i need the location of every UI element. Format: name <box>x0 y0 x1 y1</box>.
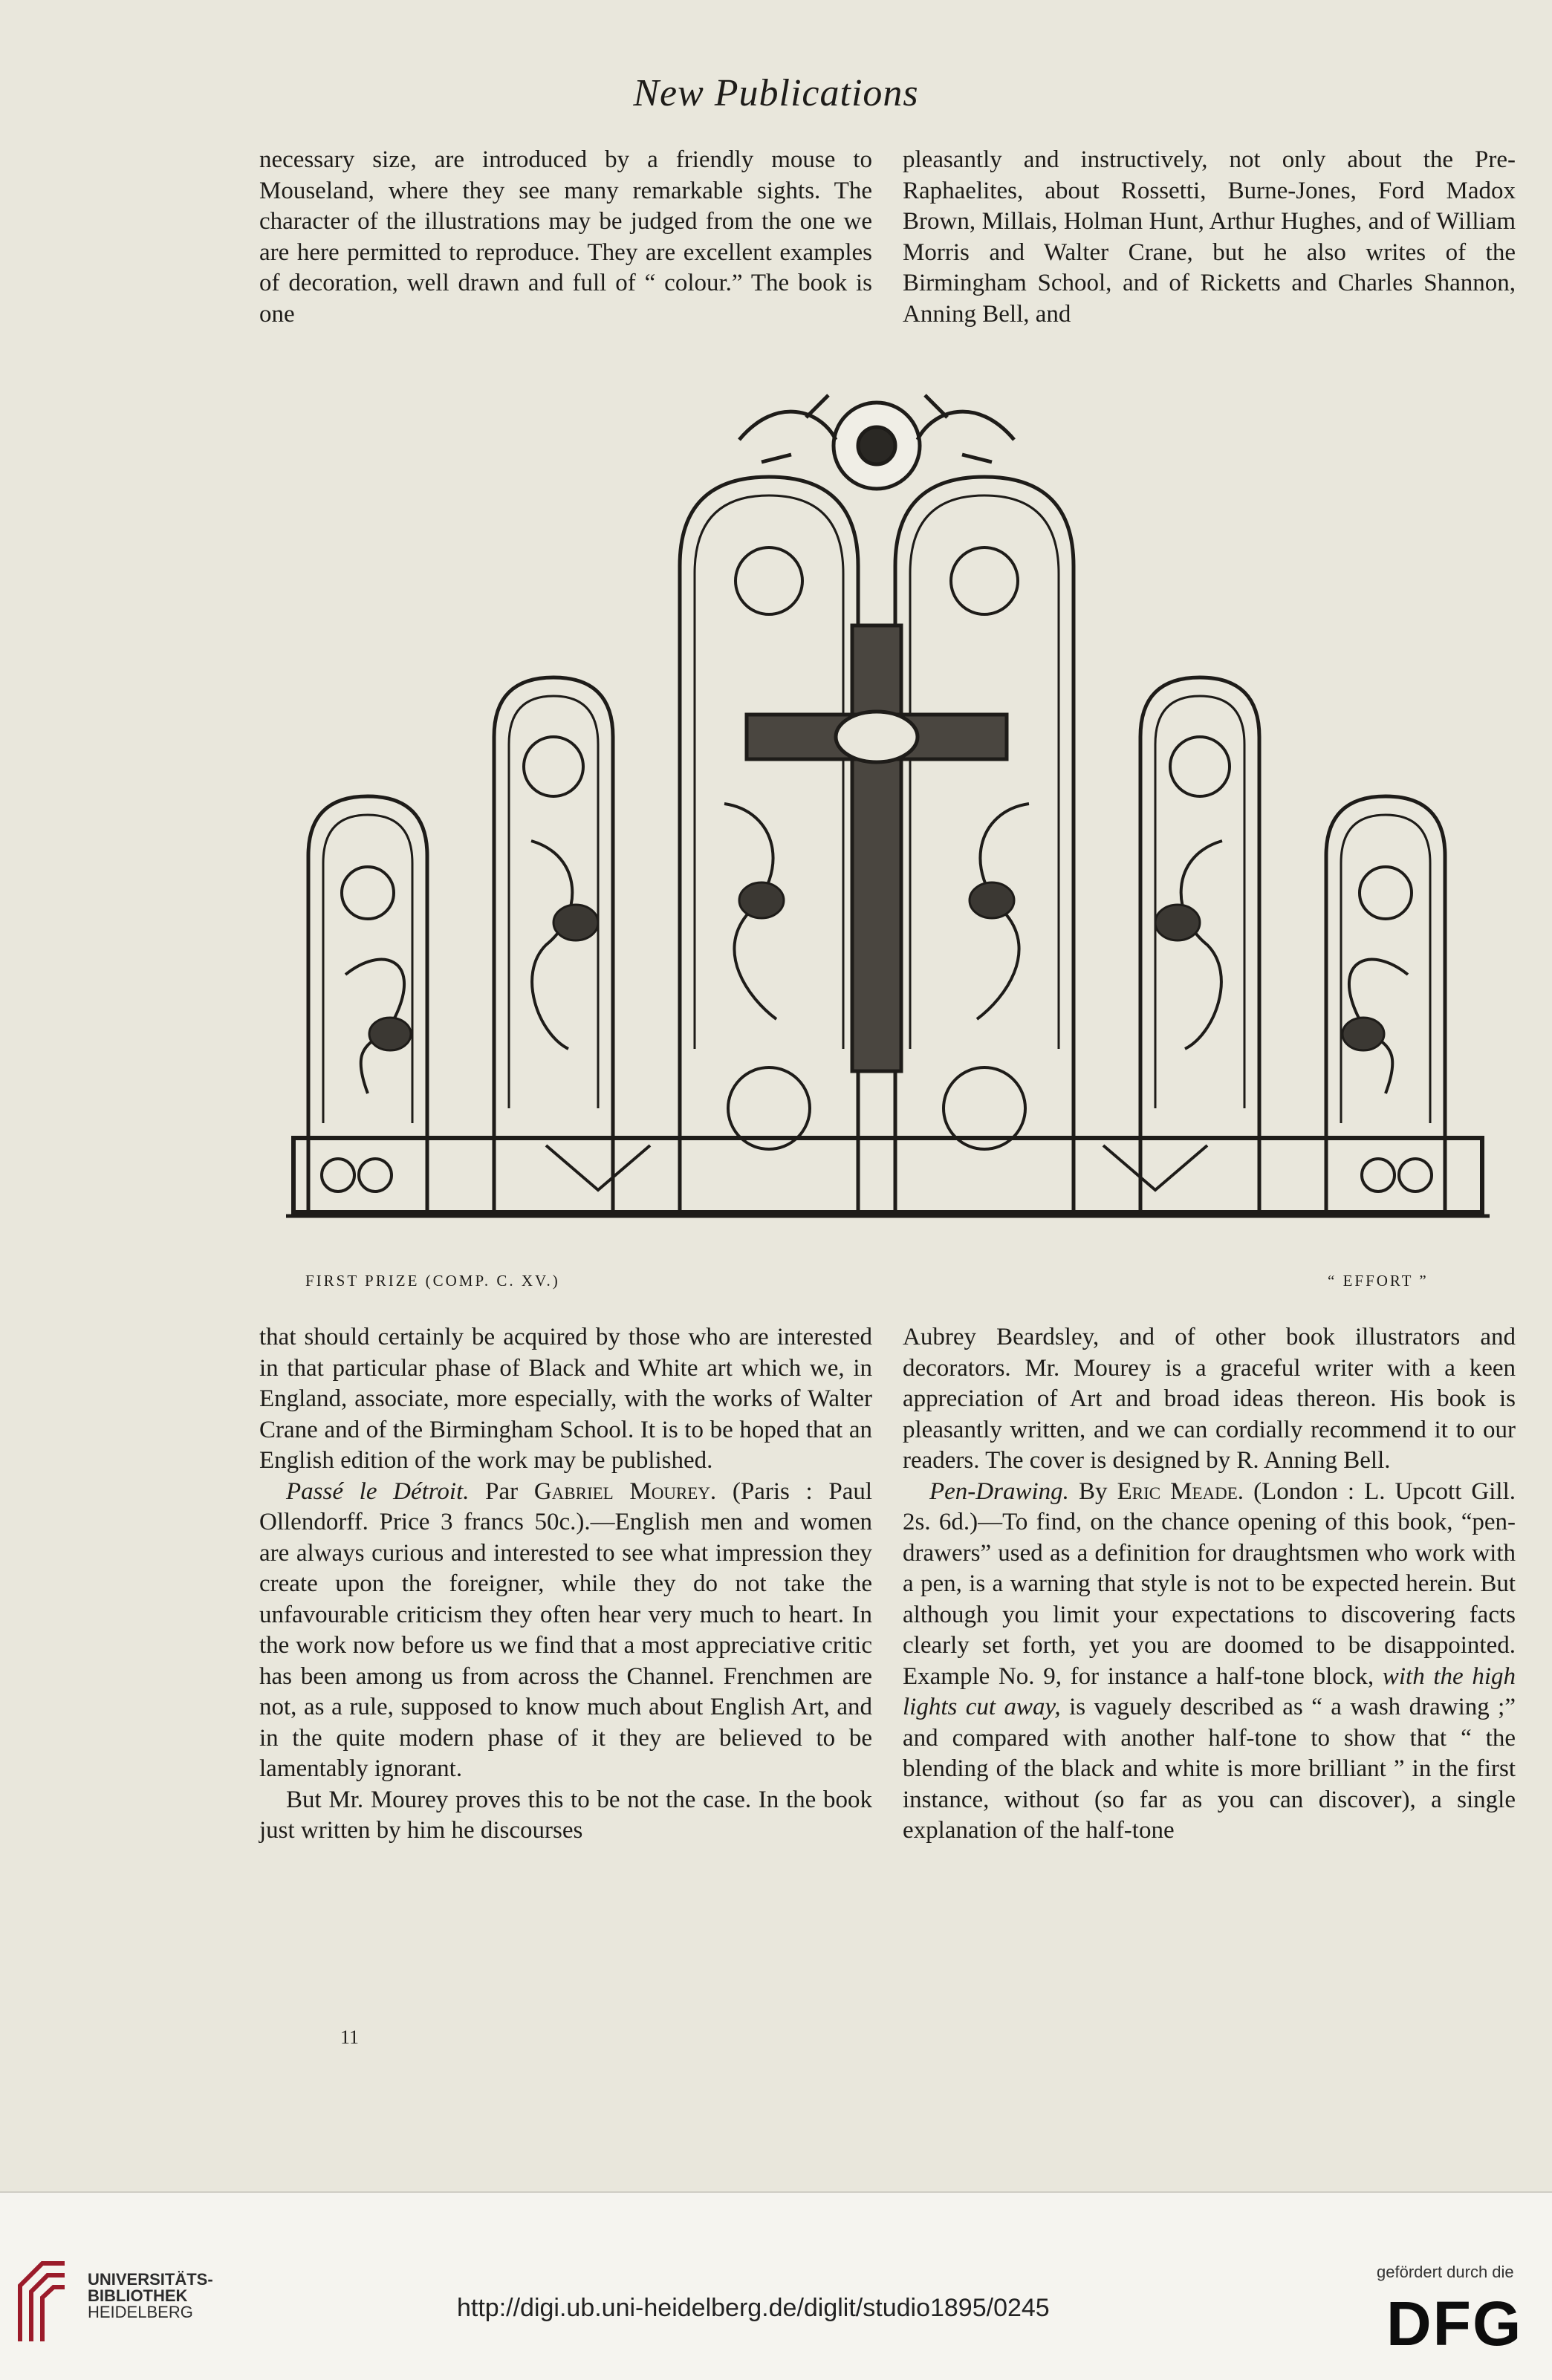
figure-caption-left: FIRST PRIZE (COMP. C. XV.) <box>305 1272 560 1290</box>
signature-mark: 11 <box>340 2026 360 2048</box>
library-logo-icon <box>16 2256 68 2345</box>
preposition: By <box>1078 1477 1108 1505</box>
book-title: Passé le Détroit. <box>286 1477 470 1505</box>
italic-phrase: with the high lights cut away, <box>903 1662 1516 1720</box>
author-name: Gabriel Mourey. <box>533 1477 717 1505</box>
paragraph: But Mr. Mourey proves this to be not the case. In the book just written by him he discourses <box>259 1786 872 1844</box>
book-title: Pen-Drawing. <box>929 1477 1069 1505</box>
library-name <box>88 2272 213 2321</box>
running-head: New Publications <box>633 72 919 114</box>
dfg-logo: DFG <box>1386 2289 1523 2358</box>
figure-caption-right: “ EFFORT ” <box>1328 1272 1429 1290</box>
library-name-line: BIBLIOTHEK <box>88 2286 188 2305</box>
library-name-line: HEIDELBERG <box>88 2303 193 2321</box>
panel-far-right <box>1326 796 1445 1212</box>
review-paragraph-passe-le-detroit <box>259 1477 872 1785</box>
preposition: Par <box>485 1477 519 1505</box>
text-column-top-right <box>903 145 1516 330</box>
paragraph: pleasantly and instructively, not only about the Pre-Raphaelites, about Rossetti, Burne-Jones, Ford Madox Brown, Millais, Holman Hunt, Arthur Hughes, and of William Morris and Walter Crane, but he also writes of the Birmingham School, and of Ricketts and Charles Shannon, Anning Bell, and <box>903 146 1516 328</box>
author-name: Eric Meade. <box>1117 1477 1244 1505</box>
panel-right <box>1140 677 1259 1212</box>
panel-far-left <box>308 796 427 1212</box>
library-name-line: UNIVERSITÄTS- <box>88 2270 213 2289</box>
review-text: is vaguely described as “ a wash drawing ;” and compared with another half-tone to show that “ the blending of the black and white is more brilliant ” in the first instance, without (so far as you can discover), a single explanation of the half-tone <box>903 1694 1516 1844</box>
central-cross <box>747 625 1007 1071</box>
panel-center-right <box>895 477 1074 1212</box>
review-text: (Paris : Paul Ollendorff. Price 3 francs 50c.).—English men and women are always curious and interested to see what impression they create upon the foreigner, while they do not take the unfavourable criticism they often hear very much to heart. In the work now before us we find that a most appreciative critic has been among us from across the Channel. Frenchmen are not, as a rule, supposed to know much about English Art, and in the quite modern phase of it they are believed to be lamentably ignorant. <box>259 1477 873 1782</box>
altar-screen-drawing <box>286 380 1490 1246</box>
passion-flower-ornament <box>739 395 1014 489</box>
altar-screen-illustration <box>286 380 1490 1246</box>
paragraph: Aubrey Beardsley, and of other book illustrators and decorators. Mr. Mourey is a graceful writer with a keen appreciation of Art and broad ideas thereon. His book is pleasantly written, and we can cordially recommend it to our readers. The cover is designed by R. Anning Bell. <box>903 1324 1516 1474</box>
review-text: (London : L. Upcott Gill. 2s. 6d.)—To find, on the chance opening of this book, “pen-drawers” used as a definition for draughtsmen who work with a pen, is a warning that style is not to be expected herein. But although you limit your expectations to discovering facts clearly set forth, yet you are doomed to be disappointed. Example No. 9, for instance a half-tone block, <box>903 1477 1516 1690</box>
digitization-footer <box>0 2193 1552 2380</box>
permalink-url[interactable]: http://digi.ub.uni-heidelberg.de/diglit/studio1895/0245 <box>457 2294 1050 2322</box>
panel-left <box>494 677 613 1212</box>
paragraph: that should certainly be acquired by those who are interested in that particular phase of Black and White art which we, in England, associate, more especially, with the works of Walter Crane and of the Birmingham School. It is to be hoped that an English edition of the work may be published. <box>259 1324 872 1474</box>
review-paragraph-pen-drawing <box>903 1477 1516 1847</box>
text-column-top-left <box>259 145 872 330</box>
text-column-bottom-right <box>903 1322 1516 1847</box>
paragraph: necessary size, are introduced by a friendly mouse to Mouseland, where they see many remarkable sights. The character of the illustrations may be judged from the one we are here permitted to reproduce. They are excellent examples of decoration, well drawn and full of “ colour.” The book is one <box>259 146 872 328</box>
panel-center-left <box>680 477 858 1212</box>
text-column-bottom-left <box>259 1322 872 1847</box>
funded-by-label: gefördert durch die <box>1377 2263 1514 2281</box>
